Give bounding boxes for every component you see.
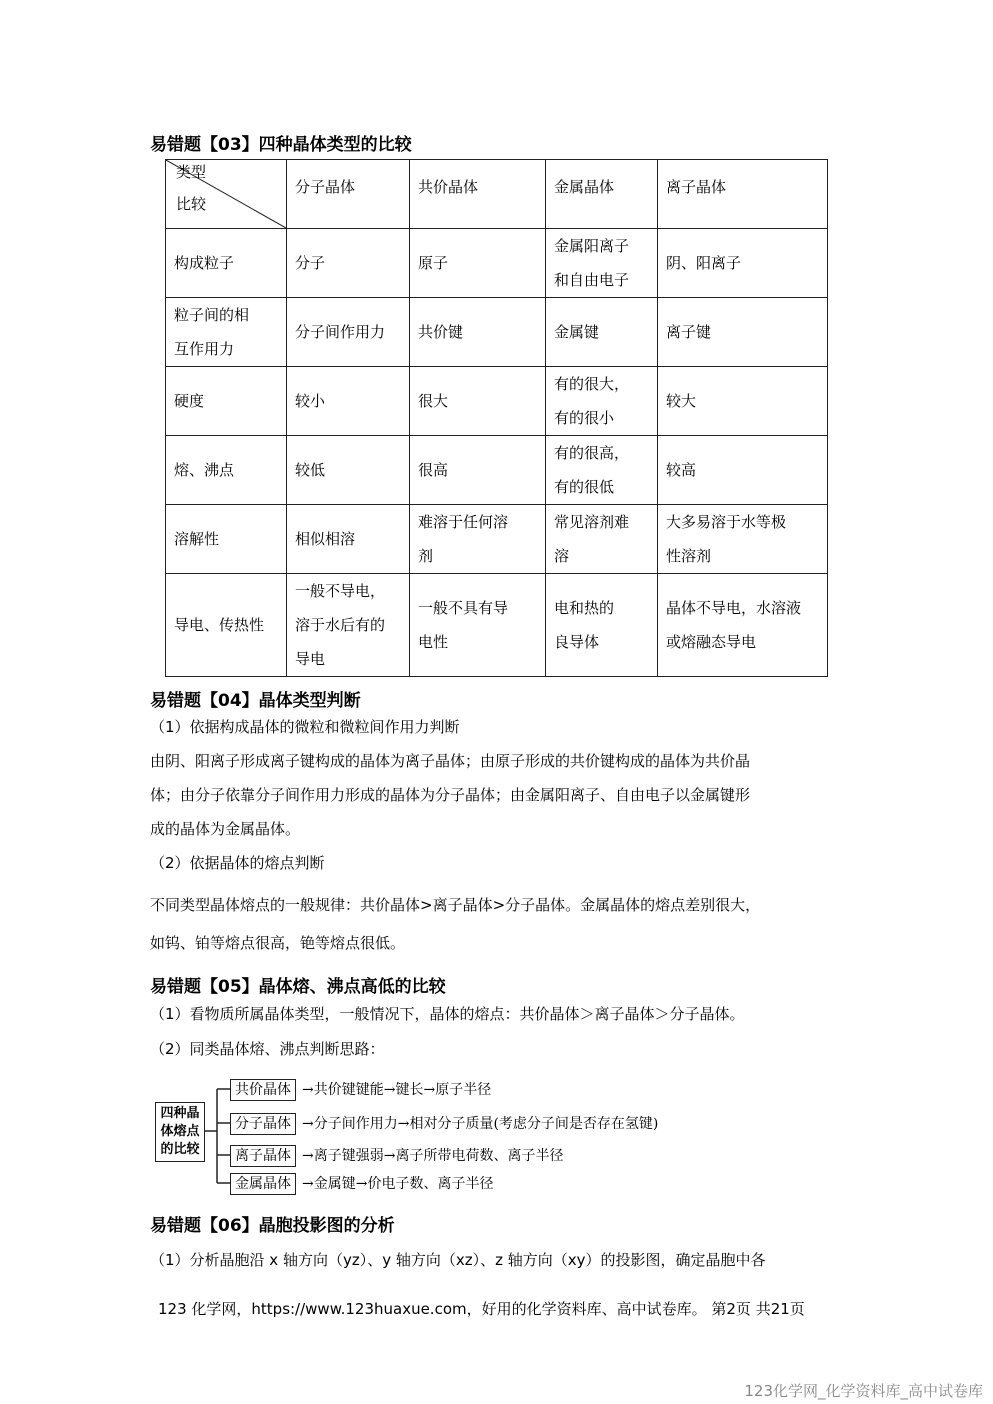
table-header-cell: 分子晶体 — [287, 160, 410, 229]
table-cell — [546, 229, 658, 298]
table-cell-line: 性溶剂 — [666, 547, 712, 565]
table-cell-line: 大多易溶于水等极 — [666, 513, 787, 531]
row-label-line: 粒子间的相 — [174, 306, 250, 324]
table-cell-line: 一般不具有导 — [418, 599, 509, 617]
table-cell-line: 较高 — [666, 461, 697, 479]
table-header-cell: 金属晶体 — [546, 160, 658, 229]
s04-point-1: （1）依据构成晶体的微粒和微粒间作用力判断 — [150, 718, 460, 736]
table-cell — [546, 574, 658, 677]
table-header-row — [166, 160, 828, 229]
table-cell-line: 有的很低 — [554, 478, 615, 496]
table-cell-line: 分子 — [295, 254, 326, 272]
table-cell-line: 电性 — [418, 633, 449, 651]
branch-box-ionic: 离子晶体 — [230, 1145, 296, 1167]
branch-flow-ionic: →离子键强弱→离子所带电荷数、离子半径 — [302, 1148, 564, 1164]
branch-flow-metallic: →金属键→价电子数、离子半径 — [302, 1176, 494, 1192]
table-cell-line: 很高 — [418, 461, 449, 479]
root-line-1: 四种晶 — [160, 1106, 200, 1121]
crystal-comparison-table — [165, 159, 828, 677]
table-header-cell: 共价晶体 — [410, 160, 546, 229]
table-cell-line: 共价键 — [418, 323, 464, 341]
row-label-line: 熔、沸点 — [174, 461, 235, 479]
table-cell-line: 金属键 — [554, 323, 600, 341]
table-cell-line: 分子间作用力 — [295, 323, 386, 341]
row-label-cell — [166, 505, 287, 574]
branch-box-covalent: 共价晶体 — [230, 1079, 296, 1101]
table-cell-line: 相似相溶 — [295, 530, 356, 548]
table-cell-line: 较低 — [295, 461, 326, 479]
table-header-cell: 离子晶体 — [658, 160, 828, 229]
branch-flow-covalent: →共价键键能→键长→原子半径 — [302, 1082, 492, 1098]
row-label-line: 构成粒子 — [174, 254, 235, 272]
site-watermark: 123化学网_化学资料库_高中试卷库 — [744, 1382, 983, 1400]
table-cell — [287, 367, 410, 436]
table-row — [166, 298, 828, 367]
table-cell — [658, 574, 828, 677]
table-cell — [287, 505, 410, 574]
section-04-title: 易错题【04】晶体类型判断 — [150, 691, 361, 711]
table-cell-line: 较小 — [295, 392, 326, 410]
s05-point-1: （1）看物质所属晶体类型，一般情况下，晶体的熔点：共价晶体＞离子晶体＞分子晶体。 — [150, 1005, 745, 1023]
table-cell-line: 有的很高， — [554, 444, 630, 462]
table-cell — [287, 229, 410, 298]
table-cell — [410, 229, 546, 298]
table-cell-line: 较大 — [666, 392, 697, 410]
root-line-2: 体熔点 — [160, 1124, 200, 1139]
row-label-line: 硬度 — [174, 392, 205, 410]
branch-box-metallic: 金属晶体 — [230, 1173, 296, 1195]
row-label-cell — [166, 298, 287, 367]
table-cell-line: 和自由电子 — [554, 271, 630, 289]
page-footer: 123 化学网，https://www.123huaxue.com，好用的化学资料库、高中试卷库。 第2页 共21页 — [158, 1300, 805, 1318]
table-cell — [658, 505, 828, 574]
table-row — [166, 367, 828, 436]
row-label-cell — [166, 367, 287, 436]
table-cell — [546, 505, 658, 574]
table-cell-line: 阴、阳离子 — [666, 254, 742, 272]
table-cell-line: 金属阳离子 — [554, 237, 630, 255]
table-cell — [410, 505, 546, 574]
root-line-3: 的比较 — [160, 1142, 200, 1157]
branch-box-molecular: 分子晶体 — [230, 1113, 296, 1135]
table-cell — [658, 436, 828, 505]
table-cell-line: 一般不导电， — [295, 582, 386, 600]
table-cell — [287, 574, 410, 677]
row-label-cell — [166, 436, 287, 505]
table-cell — [410, 367, 546, 436]
table-cell-line: 晶体不导电，水溶液 — [666, 599, 802, 617]
table-cell — [410, 574, 546, 677]
table-cell-line: 导电 — [295, 650, 326, 668]
corner-label-type: 类型 — [176, 163, 207, 181]
s04-point-2: （2）依据晶体的熔点判断 — [150, 854, 325, 872]
section-05-title: 易错题【05】晶体熔、沸点高低的比较 — [150, 977, 446, 997]
s05-point-2: （2）同类晶体熔、沸点判断思路： — [150, 1040, 385, 1058]
row-label-line: 溶解性 — [174, 530, 220, 548]
table-cell-line: 良导体 — [554, 633, 600, 651]
table-cell-line: 难溶于任何溶 — [418, 513, 509, 531]
table-cell-line: 很大 — [418, 392, 449, 410]
table-cell — [546, 298, 658, 367]
table-cell — [287, 298, 410, 367]
table-cell — [287, 436, 410, 505]
table-cell — [410, 436, 546, 505]
table-cell-line: 电和热的 — [554, 599, 615, 617]
table-cell-line: 溶于水后有的 — [295, 616, 386, 634]
table-cell — [658, 229, 828, 298]
table-row — [166, 574, 828, 677]
corner-label-compare: 比较 — [176, 195, 207, 213]
table-row — [166, 229, 828, 298]
table-corner-cell — [166, 160, 287, 229]
section-06-title: 易错题【06】晶胞投影图的分析 — [150, 1216, 395, 1236]
table-cell-line: 常见溶剂难 — [554, 513, 630, 531]
table-cell — [546, 367, 658, 436]
table-row — [166, 505, 828, 574]
s04-text-line-3: 成的晶体为金属晶体。 — [150, 820, 301, 838]
s04-text-line-4: 不同类型晶体熔点的一般规律：共价晶体>离子晶体>分子晶体。金属晶体的熔点差别很大， — [150, 896, 761, 914]
s04-text-line-5: 如钨、铂等熔点很高，铯等熔点很低。 — [150, 934, 406, 952]
table-cell — [658, 367, 828, 436]
branch-flow-molecular: →分子间作用力→相对分子质量(考虑分子间是否存在氢键) — [302, 1116, 659, 1132]
row-label-line: 导电、传热性 — [174, 616, 265, 634]
table-cell — [410, 298, 546, 367]
s04-text-line-2: 体；由分子依靠分子间作用力形成的晶体为分子晶体；由金属阳离子、自由电子以金属键形 — [150, 786, 751, 804]
table-cell-line: 或熔融态导电 — [666, 633, 757, 651]
table-cell-line: 有的很大， — [554, 375, 630, 393]
diagram-root-box — [155, 1102, 205, 1162]
row-label-cell — [166, 229, 287, 298]
section-03-title: 易错题【03】四种晶体类型的比较 — [150, 135, 412, 155]
table-cell-line: 剂 — [418, 547, 434, 565]
row-label-cell — [166, 574, 287, 677]
table-cell-line: 原子 — [418, 254, 449, 272]
table-cell — [658, 298, 828, 367]
table-cell-line: 溶 — [554, 547, 570, 565]
table-cell-line: 有的很小 — [554, 409, 615, 427]
s04-text-line-1: 由阴、阳离子形成离子键构成的晶体为离子晶体；由原子形成的共价键构成的晶体为共价晶 — [150, 752, 751, 770]
table-cell — [546, 436, 658, 505]
s06-point-1: （1）分析晶胞沿 x 轴方向（yz）、y 轴方向（xz）、z 轴方向（xy）的投影图，确定晶胞中各 — [150, 1251, 766, 1269]
table-row — [166, 436, 828, 505]
table-cell-line: 离子键 — [666, 323, 712, 341]
row-label-line: 互作用力 — [174, 340, 235, 358]
